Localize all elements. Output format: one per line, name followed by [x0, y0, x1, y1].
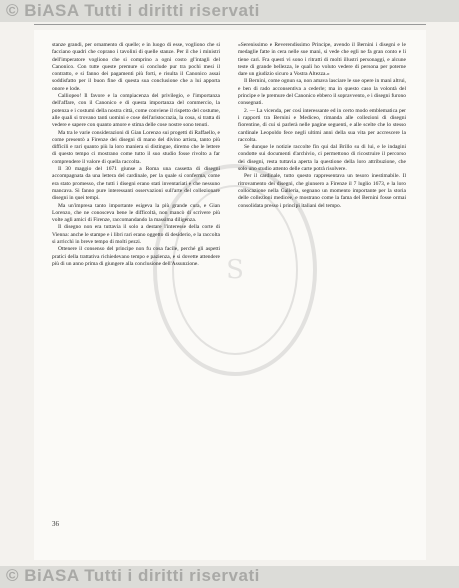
top-rule	[34, 24, 426, 25]
paragraph: Se dunque le notizie raccolte fin qui dal Brillo su di lui, e le indagini condotte sui documenti d'archivio, ci permettono di ricostruire il percorso dei disegni, resta tuttavia aperta la questione della loro attribuzione, che solo uno studio attento delle carte potrà risolvere.	[238, 144, 406, 173]
paragraph: Ottenere il consenso del principe non fu cosa facile, perché gli aspetti pratici della trattativa richiedevano tempo e pazienza, e si dovette attendere più di un anno prima di giungere alla conclusione dell'Assunzione.	[52, 246, 220, 267]
paragraph: 2. — La vicenda, per così interessante ed in certo modo emblematica per i rapporti tra Bernini e Mediceo, rimanda alle collezioni di disegni fiorentine, di cui si parlerà nelle pagine seguenti, e alle scelte che lo stesso cardinale Leopoldo fece negli ultimi anni della sua vita per accrescere la raccolta.	[238, 107, 406, 143]
paragraph: «Serenissimo e Reverendissimo Principe, avendo il Bernini i disegni e le medaglie fatte in cera nelle sue mani, si vede che egli ne fa gran conto e li tiene cari. Fra questi vi sono i ritratti di molti illustri personaggi, e alcune teste di grande bellezza, le quali ho voluto vedere di persona per poterne dare un giudizio sicuro a Vostra Altezza.»	[238, 42, 406, 78]
paragraph: Ma un'impresa tanto importante esigeva la più grande cura, e Gian Lorenzo, che ne conosceva bene le difficoltà, non mancò di scrivere più volte agli amici di Firenze, raccomandando la massima diligenza.	[52, 202, 220, 224]
paragraph: stanze grandi, per ornamento di quelle; e in luogo di esse, vogliono che si facciano quadri che coprano i tavolini di quelle stanze. Per il che i ministri dell'imperatore vogliono che si comprino a ogni costo gl'intagli del Canonico. Con tutte queste premure si conclude pur tra pochi mesi il contratto, e si fanno dei pagamenti più forti, e risulta il Canonico assai soddisfatto per il buon fine di questa sua conclusione che a lui apporta onore e lode.	[52, 42, 220, 92]
paragraph: Ma tra le varie considerazioni di Gian Lorenzo sui progetti di Raffaello, e come presentò a Firenze dei disegni di mano del divino artista, tanto più difficili e rari quanto più la loro maniera si distingue, diremo che le lettere di questo tempo ci mostrano come tutto il suo studio fosse rivolto a far comprendere il valore di quella raccolta.	[52, 129, 220, 165]
text-column-left	[52, 42, 220, 510]
paragraph: Il disegno non era tuttavia il solo a destare l'interesse della corte di Vienna: anche le stampe e i libri rari erano oggetto di desiderio, e la raccolta si arricchì in breve tempo di molti pezzi.	[52, 224, 220, 246]
paragraph: Il Bernini, come ognun sa, non amava lasciare le sue opere in mani altrui, e ben di rado acconsentiva a cederle; ma in questo caso la volontà del principe e le premure del Canonico ebbero il sopravvento, e i disegni furono consegnati.	[238, 78, 406, 107]
page-number: 36	[52, 520, 59, 528]
text-column-right	[238, 42, 406, 510]
watermark-bottom: © BiASA Tutti i diritti riservati	[6, 566, 260, 585]
svg-text:S: S	[226, 255, 244, 285]
watermark-top: © BiASA Tutti i diritti riservati	[6, 1, 260, 20]
paragraph: Calliopeo! Il favore e la compiacenza del privilegio, e l'importanza dell'affare, con il Canonico e di questa importanza del commercio, la potenza e i costumi della nostra città, come conviene il rispetto del costume, alle quali si trovano tanti uomini e cose dell'aristocrazia, la cosa, si tratta di vedere e sapere con quanto amore e stima delle cose nostre sono tenuti.	[52, 93, 220, 129]
paragraph: Il 30 maggio del 1671 giunse a Roma una cassetta di disegni accompagnata da una lettera del cardinale, per la quale si conferma, come era stato promesso, che tutti i disegni erano stati inventariati e che nessuno mancava. Si fanno pure interessanti osservazioni sull'arte del collezionare disegni in quei tempi.	[52, 166, 220, 202]
paragraph: Per il cardinale, tutto questo rappresentava un tesoro inestimabile. Il ritrovamento dei disegni, che giunsero a Firenze il 7 luglio 1673, e la loro collocazione nella Galleria, segnano un momento importante per la storia delle collezioni medicee, e mostrano come la fama del Bernini fosse ormai consolidata presso i principi italiani del tempo.	[238, 173, 406, 209]
